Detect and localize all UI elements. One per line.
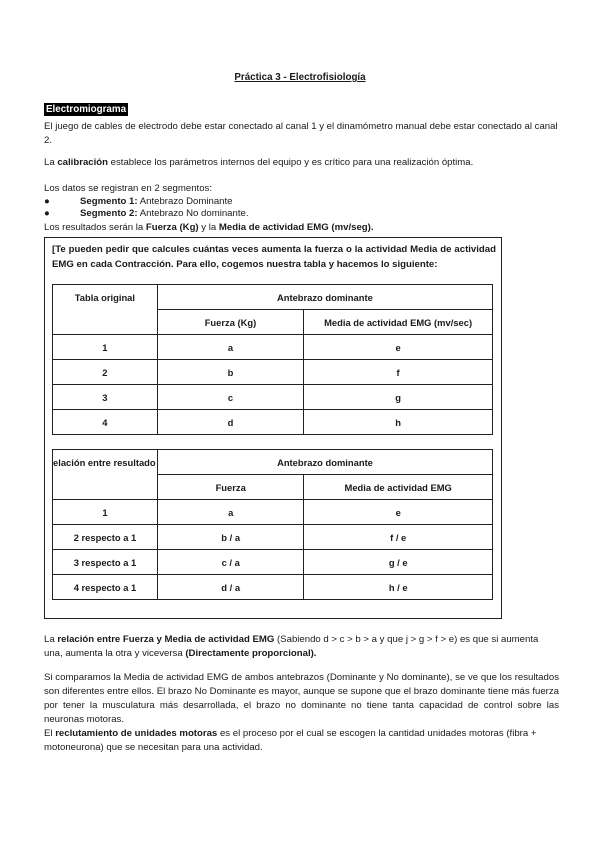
table-corner: elación entre resultado bbox=[53, 450, 158, 500]
table-row: 4 d h bbox=[53, 410, 493, 435]
note-box-text: [Te pueden pedir que calcules cuántas veces aumenta la fuerza o la actividad Media de actividad EMG en cada Contracción. Para ello, cogemos nuestra tabla y hacemos lo siguiente: bbox=[52, 244, 496, 270]
list-item: ● Segmento 2: Antebrazo No dominante. bbox=[44, 208, 249, 219]
table-row: 3 respecto a 1 c / a g / e bbox=[53, 550, 493, 575]
table-col-header: Media de actividad EMG (mv/sec) bbox=[304, 310, 493, 335]
paragraph-segments: Los datos se registran en 2 segmentos: bbox=[44, 183, 212, 194]
paragraph-results: Los resultados serán la Fuerza (Kg) y la Media de actividad EMG (mv/seg). bbox=[44, 222, 374, 233]
section-heading: Electromiograma bbox=[46, 104, 127, 115]
bullet-icon: ● bbox=[44, 196, 50, 207]
table-col-header: Media de actividad EMG bbox=[304, 475, 493, 500]
bullet-icon: ● bbox=[44, 208, 50, 219]
paragraph-recruitment: El reclutamiento de unidades motoras es el proceso por el cual se escogen la cantidad unidades motoras (fibra + motoneurona) que se necesitan para una actividad. bbox=[44, 728, 537, 753]
page-title: Práctica 3 - Electrofisiología bbox=[234, 72, 366, 83]
original-table bbox=[52, 284, 493, 435]
table-col-header: Fuerza (Kg) bbox=[157, 310, 303, 335]
table-row: 2 b f bbox=[53, 360, 493, 385]
paragraph-comparison: Si comparamos la Media de actividad EMG de ambos antebrazos (Dominante y No dominante), se ve que los resultados son diferentes entre ellos. El brazo No Dominante es mayor, aunque se supone que el brazo dominante tiene más fuerza por tener la musculatura más desarrollada, el brazo no dominante no tiene tanta capacidad de control sobre las neuronas motoras. bbox=[44, 672, 559, 725]
table-row: 1 a e bbox=[53, 500, 493, 525]
paragraph-cables: El juego de cables de electrodo debe estar conectado al canal 1 y el dinamómetro manual debe estar conectado al canal 2. bbox=[44, 121, 558, 146]
table-group-header: Antebrazo dominante bbox=[157, 450, 492, 475]
list-item: ● Segmento 1: Antebrazo Dominante bbox=[44, 196, 233, 207]
table-col-header: Fuerza bbox=[157, 475, 303, 500]
table-row: 2 respecto a 1 b / a f / e bbox=[53, 525, 493, 550]
table-corner: Tabla original bbox=[53, 285, 158, 335]
paragraph-relation: La relación entre Fuerza y Media de actividad EMG (Sabiendo d > c > b > a y que j > g > f > e) es que si aumenta una, aumenta la otra y viceversa (Directamente proporcional). bbox=[44, 634, 539, 659]
table-group-header: Antebrazo dominante bbox=[157, 285, 492, 310]
table-row: 1 a e bbox=[53, 335, 493, 360]
table-row: 4 respecto a 1 d / a h / e bbox=[53, 575, 493, 600]
paragraph-calibration: La calibración establece los parámetros internos del equipo y es crítico para una realización óptima. bbox=[44, 157, 474, 168]
table-row: 3 c g bbox=[53, 385, 493, 410]
relation-table bbox=[52, 449, 493, 600]
